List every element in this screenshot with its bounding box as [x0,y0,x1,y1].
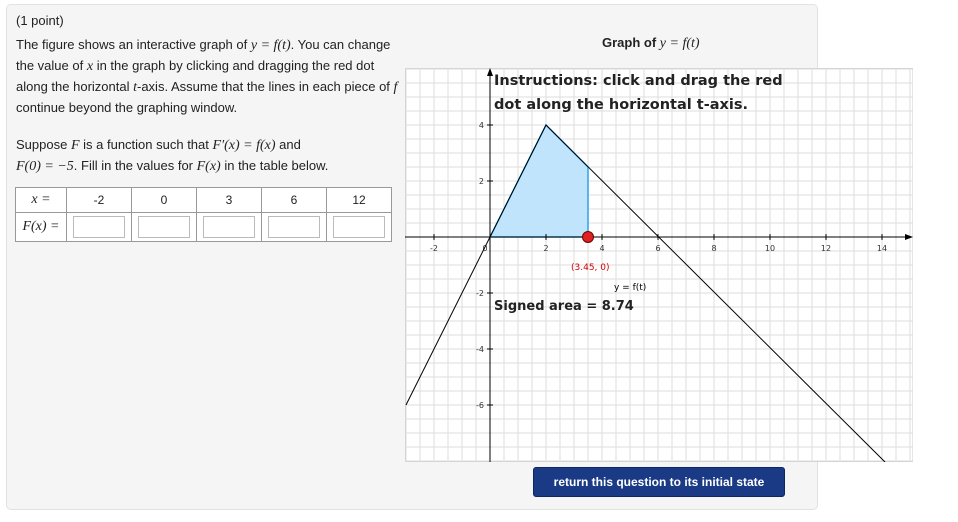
x-value-cell: -2 [67,188,132,213]
graph-title: Graph of y = f(t) [602,35,700,51]
x-tick-label: 6 [655,244,661,253]
f-row [16,213,392,242]
eq-y-ft: y = f(t) [250,38,291,53]
x-tick-label: -2 [430,244,438,253]
x-value-cell: 6 [262,188,327,213]
answer-cell [327,213,392,242]
curve-label: y = f(t) [614,283,647,293]
x-value-cell: 0 [132,188,197,213]
y-tick-label: -6 [476,401,484,410]
answer-input-x-3[interactable] [203,216,255,238]
points-label: (1 point) [16,13,64,28]
x-tick-label: 0 [482,244,488,253]
answer-cell [67,213,132,242]
x-value-cell: 12 [327,188,392,213]
y-tick-label: 2 [478,177,484,186]
interactive-graph[interactable] [405,68,913,462]
x-value-cell: 3 [197,188,262,213]
answer-cell [132,213,197,242]
draggable-red-dot[interactable] [583,232,594,243]
x-tick-label: 10 [764,244,776,253]
reset-question-button[interactable]: return this question to its initial state [533,467,785,497]
y-tick-label: -2 [476,289,484,298]
values-table [15,187,392,242]
point-coordinate-label: (3.45, 0) [571,263,610,273]
instructions-line-2: dot along the horizontal t-axis. [494,97,748,113]
answer-input-x-0[interactable] [138,216,190,238]
x-tick-label: 4 [599,244,605,253]
eq-initial: F(0) = −5 [16,159,74,174]
answer-cell [262,213,327,242]
answer-cell [197,213,262,242]
intro-text: The figure shows an interactive graph of y = f(t). You can change the value of x in the graph by clicking and dragging the red dot along the horizontal t-axis. Assume that the lines in each piece of f continue beyond the graphing window. [16,37,398,115]
x-row [16,188,392,213]
x-tick-label: 12 [820,244,832,253]
answer-input-x-neg2[interactable] [73,216,125,238]
problem-text: Suppose F is a function such that F′(x) = f(x) and F(0) = −5. Fill in the values for F(x) in the table below. [16,137,329,174]
eq-derivative: F′(x) = f(x) [212,138,276,153]
y-tick-label: -4 [476,345,484,354]
x-tick-label: 2 [543,244,549,253]
y-tick-label: 4 [478,121,484,130]
x-tick-label: 8 [711,244,717,253]
answer-input-x-12[interactable] [333,216,385,238]
instructions-line-1: Instructions: click and drag the red [494,73,783,89]
x-label: x = [16,188,67,213]
f-label: F(x) = [16,213,67,242]
signed-area-label: Signed area = 8.74 [494,299,634,314]
answer-input-x-6[interactable] [268,216,320,238]
x-tick-label: 14 [876,244,888,253]
